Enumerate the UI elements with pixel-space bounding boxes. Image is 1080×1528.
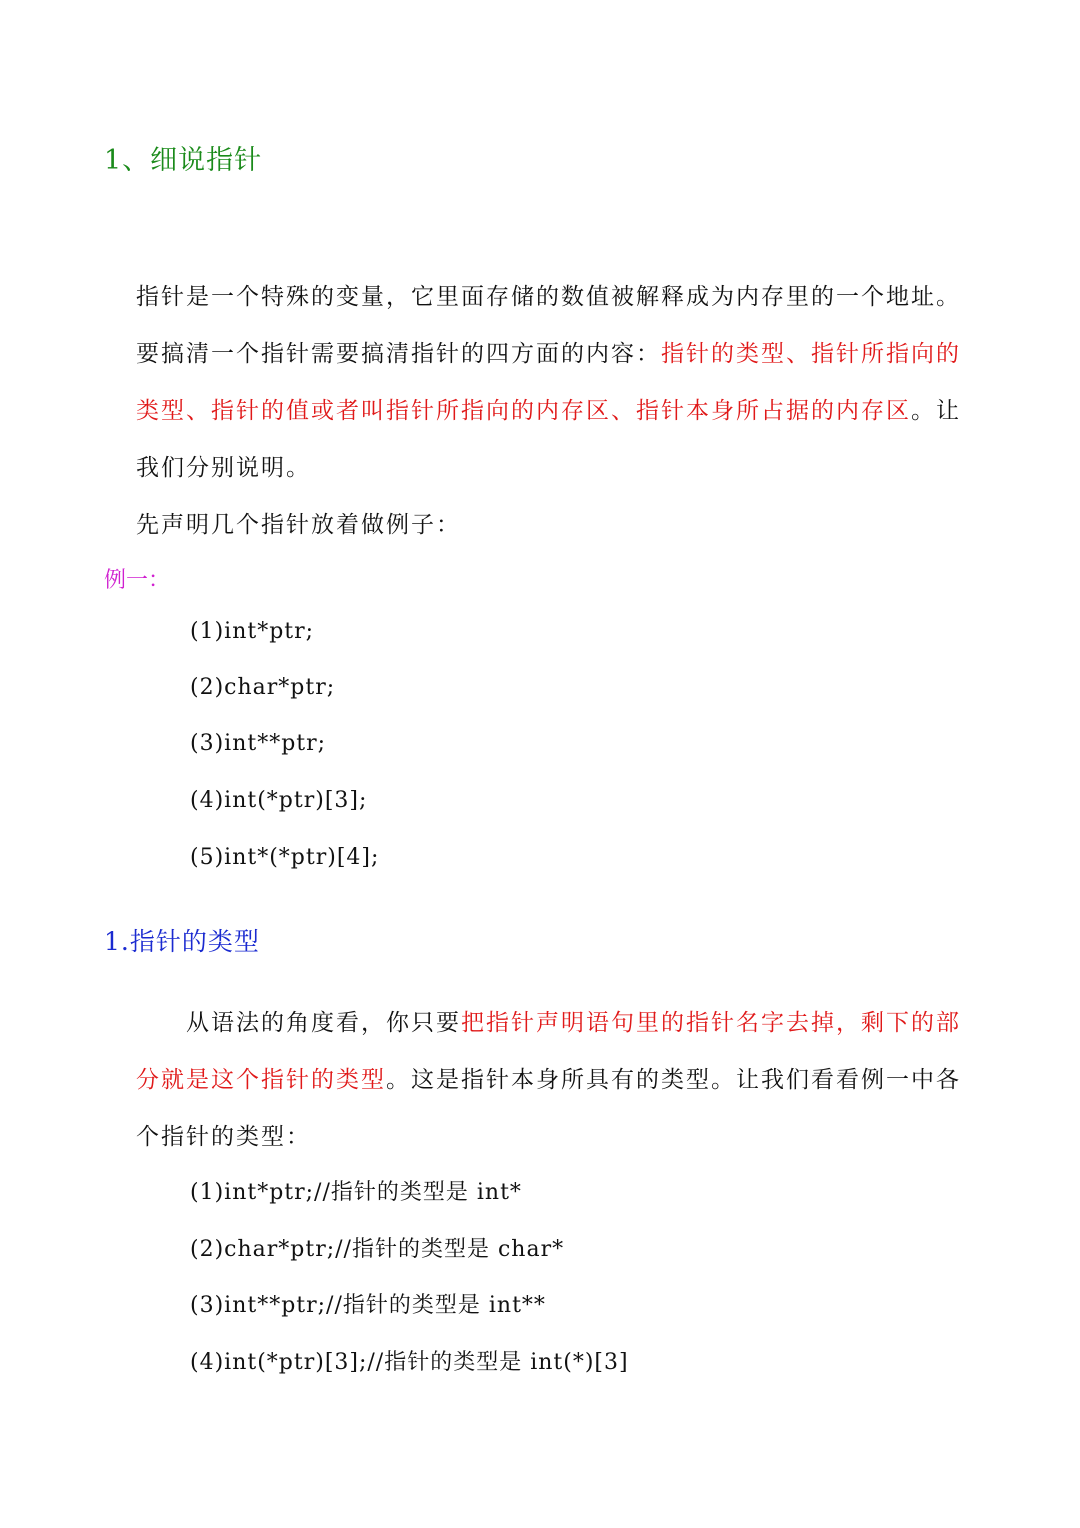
para3-line1-highlight: 把指针声明语句里的指针名字去掉，剩下的部: [461, 1010, 961, 1036]
para2: 先声明几个指针放着做例子：: [136, 512, 461, 538]
example-item: (2)char*ptr;: [190, 675, 336, 700]
main-heading: 1、细说指针: [104, 145, 263, 176]
para1-line2-normal: 要搞清一个指针需要搞清指针的四方面的内容：: [136, 341, 661, 367]
para1-line2-highlight: 指针的类型、指针所指向的: [661, 341, 961, 367]
example-item: (4)int(*ptr)[3];: [190, 788, 368, 813]
sub-heading: 1.指针的类型: [104, 927, 260, 956]
para1-line3-normal: 。让: [911, 398, 961, 424]
para1-line3-highlight: 类型、指针的值或者叫指针所指向的内存区、指针本身所占据的内存区: [136, 398, 911, 424]
para3-line2: [136, 1061, 961, 1094]
para3-line1: [186, 1004, 961, 1037]
type-item: (4)int(*ptr)[3];//指针的类型是 int(*)[3]: [190, 1350, 629, 1375]
type-item: (1)int*ptr;//指针的类型是 int*: [190, 1180, 522, 1205]
para3-line1-normal: 从语法的角度看，你只要: [186, 1010, 461, 1036]
example-item: (5)int*(*ptr)[4];: [190, 845, 380, 870]
type-item: (2)char*ptr;//指针的类型是 char*: [190, 1237, 565, 1262]
para1-line3: [136, 392, 961, 425]
example-item: (3)int**ptr;: [190, 731, 327, 756]
example-item: (1)int*ptr;: [190, 619, 315, 644]
para1-line2: [136, 335, 961, 368]
para3-line2-normal: 。这是指针本身所具有的类型。让我们看看例一中各: [386, 1067, 961, 1093]
example-label: 例一：: [104, 568, 171, 593]
type-item: (3)int**ptr;//指针的类型是 int**: [190, 1293, 546, 1318]
para1-line1: 指针是一个特殊的变量，它里面存储的数值被解释成为内存里的一个地址。: [136, 284, 961, 310]
para3-line3: 个指针的类型：: [136, 1124, 311, 1150]
para1-line4: 我们分别说明。: [136, 455, 311, 481]
para3-line2-highlight: 分就是这个指针的类型: [136, 1067, 386, 1093]
